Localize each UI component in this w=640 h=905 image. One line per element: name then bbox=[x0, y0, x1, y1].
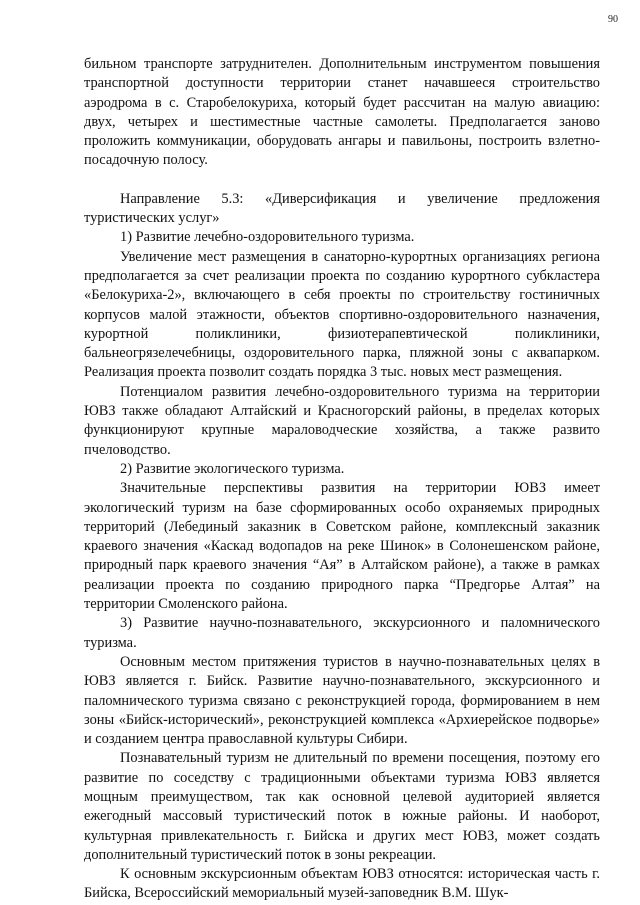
page-number: 90 bbox=[608, 14, 618, 25]
paragraph-belokurikha-2: Увеличение мест размещения в санаторно-курортных организациях региона предполагается за счет реализации проекта по созданию курортного субкластера «Белокуриха-2», включающего в себя проекты по строительству гостиничных корпусов малой этажности, объектов спортивно-оздоровительного назначения, курортной поликлиники, физиотерапевтической поликлиники, бальнеогрязелечебницы, оздоровительного парка, пляжной зоны с аквапарком. Реализация проекта позволит создать порядка 3 тыс. новых мест размещения. bbox=[84, 248, 600, 381]
subheading-excursion-tourism: 3) Развитие научно-познавательного, экскурсионного и паломнического туризма. bbox=[84, 615, 600, 651]
body-text bbox=[84, 55, 600, 904]
paragraph-medical-potential: Потенциалом развития лечебно-оздоровительного туризма на территории ЮВЗ также обладают Алтайский и Красногорский районы, в пределах которых функционируют крупные мараловодческие хозяйства, а также развито пчеловодство. bbox=[84, 383, 600, 458]
paragraph-eco-tourism: Значительные перспективы развития на территории ЮВЗ имеет экологический туризм на базе сформированных особо охраняемых природных территорий (Лебединый заказник в Советском районе, комплексный заказник краевого значения «Каскад водопадов на реке Шинок» в Солонешенском районе, природный парк краевого значения “Ая” в Алтайском районе), а также в рамках реализации проекта по созданию природного парка “Предгорье Алтая” на территории Смоленского района. bbox=[84, 480, 600, 613]
subheading-medical-tourism: 1) Развитие лечебно-оздоровительного туризма. bbox=[120, 229, 415, 246]
paragraph-excursion-objects: К основным экскурсионным объектам ЮВЗ относятся: историческая часть г. Бийска, Всероссийский мемориальный музей-заповедник В.М. Шук- bbox=[84, 866, 600, 902]
section-heading-5-3: Направление 5.3: «Диверсификация и увеличение предложения туристических услуг» bbox=[84, 190, 600, 227]
paragraph-gap bbox=[84, 171, 600, 190]
subheading-eco-tourism: 2) Развитие экологического туризма. bbox=[120, 460, 345, 477]
paragraph-cognitive-tourism: Познавательный туризм не длительный по времени посещения, поэтому его развитие по соседству с традиционными объектами туризма ЮВЗ является мощным преимуществом, так как основной целевой аудиторией является ежегодный массовый туристический поток в южные районы. И наоборот, культурная привлекательность г. Бийска и других мест ЮВЗ, может создать дополнительный туристический поток в зоны рекреации. bbox=[84, 750, 600, 863]
paragraph-biysk: Основным местом притяжения туристов в научно-познавательных целях в ЮВЗ является г. Бийск. Развитие научно-познавательного, экскурсионного и паломнического туризма связано с реконструкцией города, формированием в нем зоны «Бийск-исторический», реконструкцией комплекса «Архиерейское подворье» и созданием центра православной культуры Сибири. bbox=[84, 653, 600, 748]
paragraph-airfield: бильном транспорте затруднителен. Дополнительным инструментом повышения транспортной доступности территории станет начавшееся строительство аэродрома в с. Старобелокуриха, который будет рассчитан на малую авиацию: двух, четырех и шестиместные частные самолеты. Предполагается заново проложить коммуникации, оборудовать ангары и павильоны, построить взлетно-посадочную полосу. bbox=[84, 56, 600, 169]
